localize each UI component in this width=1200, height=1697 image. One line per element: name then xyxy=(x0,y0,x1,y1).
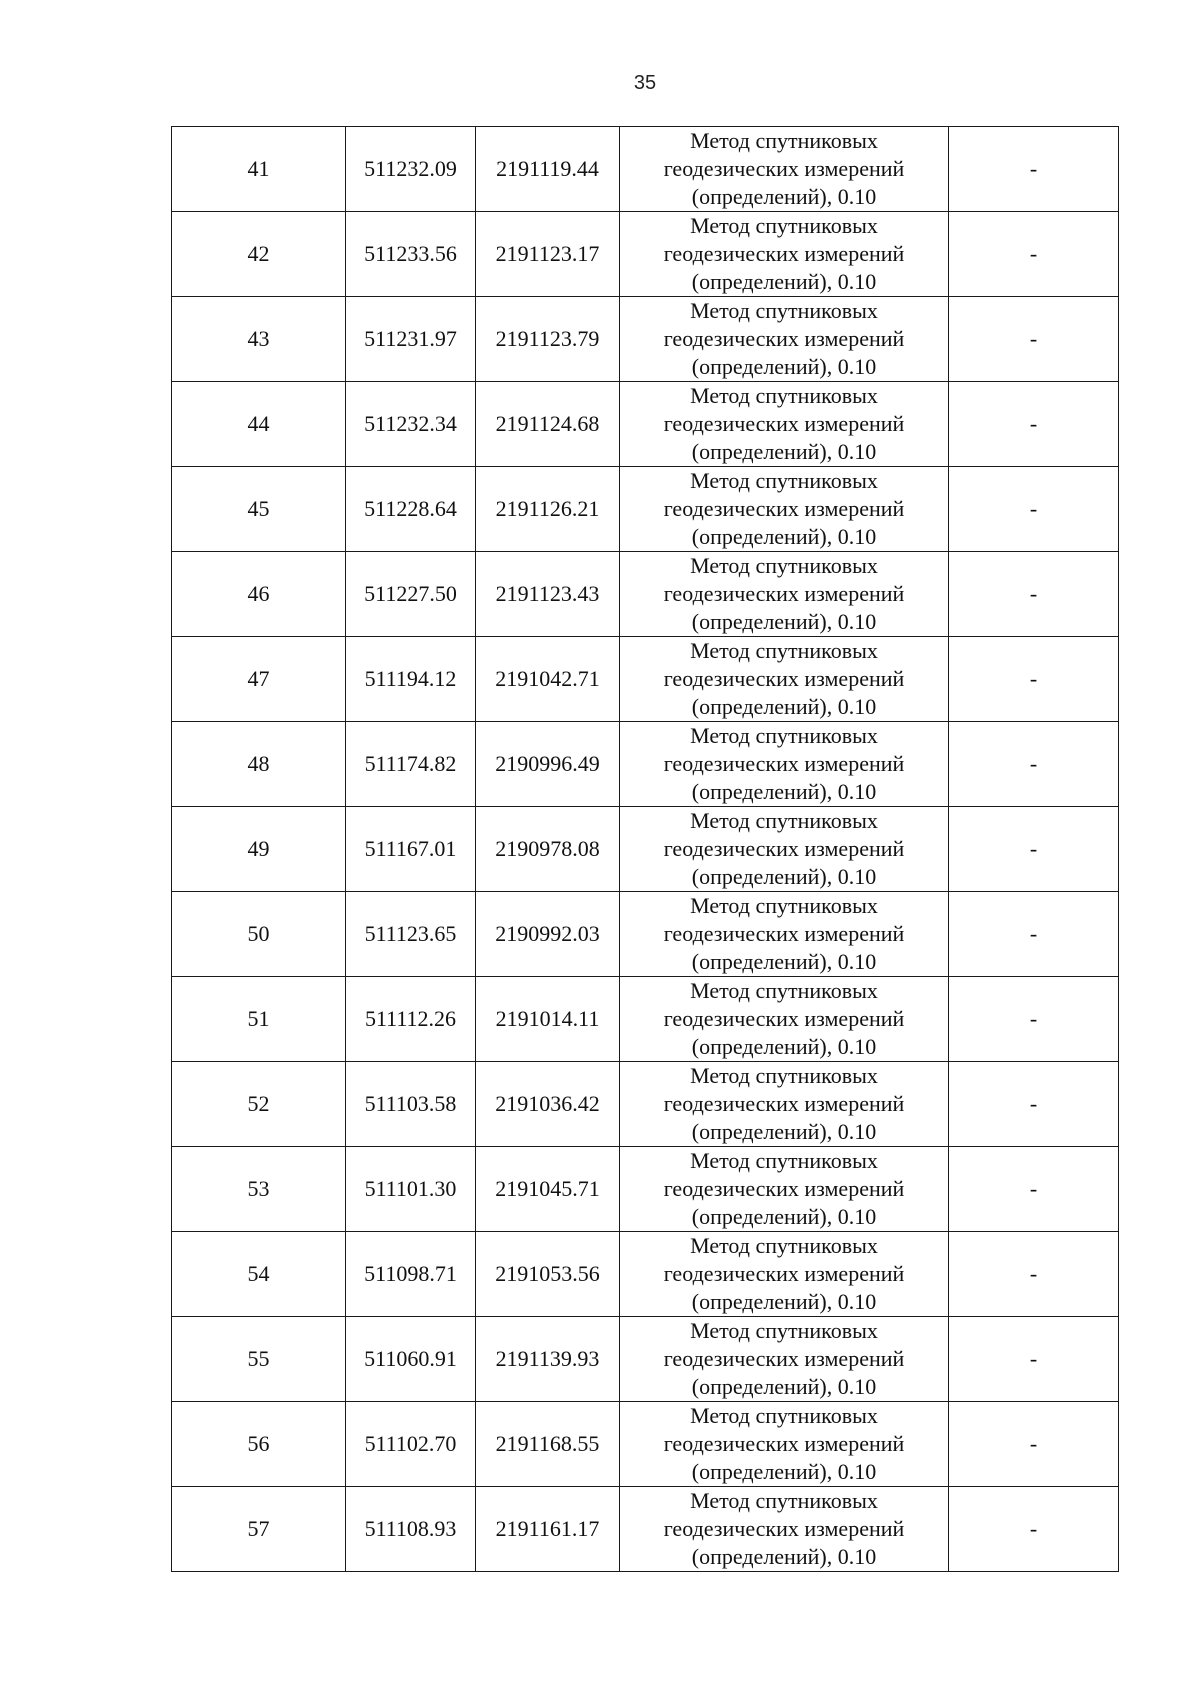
method-cell xyxy=(620,1487,949,1572)
x-coordinate-cell: 511102.70 xyxy=(346,1402,476,1487)
method-line: Метод спутниковых xyxy=(690,128,878,153)
method-line: геодезических измерений xyxy=(663,1346,905,1371)
point-number-cell: 54 xyxy=(172,1232,346,1317)
method-line: геодезических измерений xyxy=(663,1431,905,1456)
method-cell xyxy=(620,212,949,297)
method-line: геодезических измерений xyxy=(663,1261,905,1286)
x-coordinate-cell: 511098.71 xyxy=(346,1232,476,1317)
table-row xyxy=(172,1232,1119,1317)
method-line: геодезических измерений xyxy=(663,496,905,521)
method-line: (определений), 0.10 xyxy=(691,1034,877,1059)
method-line: геодезических измерений xyxy=(663,751,905,776)
table-row xyxy=(172,892,1119,977)
y-coordinate-cell: 2191123.79 xyxy=(476,297,620,382)
point-number-cell: 45 xyxy=(172,467,346,552)
table-row xyxy=(172,807,1119,892)
method-line: Метод спутниковых xyxy=(690,893,878,918)
method-cell xyxy=(620,1402,949,1487)
table-row xyxy=(172,212,1119,297)
method-cell xyxy=(620,1232,949,1317)
x-coordinate-cell: 511112.26 xyxy=(346,977,476,1062)
method-line: (определений), 0.10 xyxy=(691,1204,877,1229)
y-coordinate-cell: 2191124.68 xyxy=(476,382,620,467)
point-number-cell: 41 xyxy=(172,127,346,212)
y-coordinate-cell: 2191126.21 xyxy=(476,467,620,552)
method-cell xyxy=(620,977,949,1062)
coordinates-table xyxy=(171,126,1119,1572)
note-cell: - xyxy=(949,212,1119,297)
method-line: геодезических измерений xyxy=(663,1516,905,1541)
table-row xyxy=(172,297,1119,382)
method-line: (определений), 0.10 xyxy=(691,354,877,379)
x-coordinate-cell: 511231.97 xyxy=(346,297,476,382)
table-row xyxy=(172,552,1119,637)
y-coordinate-cell: 2190978.08 xyxy=(476,807,620,892)
x-coordinate-cell: 511108.93 xyxy=(346,1487,476,1572)
method-cell xyxy=(620,467,949,552)
y-coordinate-cell: 2191123.43 xyxy=(476,552,620,637)
method-line: Метод спутниковых xyxy=(690,383,878,408)
y-coordinate-cell: 2191119.44 xyxy=(476,127,620,212)
method-cell xyxy=(620,1062,949,1147)
method-line: (определений), 0.10 xyxy=(691,1374,877,1399)
method-line: геодезических измерений xyxy=(663,581,905,606)
method-line: геодезических измерений xyxy=(663,921,905,946)
y-coordinate-cell: 2191123.17 xyxy=(476,212,620,297)
point-number-cell: 49 xyxy=(172,807,346,892)
method-line: (определений), 0.10 xyxy=(691,694,877,719)
note-cell: - xyxy=(949,637,1119,722)
method-line: (определений), 0.10 xyxy=(691,1119,877,1144)
note-cell: - xyxy=(949,722,1119,807)
y-coordinate-cell: 2191045.71 xyxy=(476,1147,620,1232)
y-coordinate-cell: 2190992.03 xyxy=(476,892,620,977)
y-coordinate-cell: 2191168.55 xyxy=(476,1402,620,1487)
point-number-cell: 43 xyxy=(172,297,346,382)
method-line: (определений), 0.10 xyxy=(691,439,877,464)
table-row xyxy=(172,977,1119,1062)
method-line: Метод спутниковых xyxy=(690,1488,878,1513)
table-row xyxy=(172,382,1119,467)
note-cell: - xyxy=(949,1232,1119,1317)
method-line: (определений), 0.10 xyxy=(691,269,877,294)
point-number-cell: 48 xyxy=(172,722,346,807)
x-coordinate-cell: 511228.64 xyxy=(346,467,476,552)
method-line: Метод спутниковых xyxy=(690,638,878,663)
method-line: Метод спутниковых xyxy=(690,723,878,748)
point-number-cell: 57 xyxy=(172,1487,346,1572)
x-coordinate-cell: 511167.01 xyxy=(346,807,476,892)
table-row xyxy=(172,1062,1119,1147)
coordinates-table-body xyxy=(172,127,1119,1572)
method-line: Метод спутниковых xyxy=(690,1148,878,1173)
method-cell xyxy=(620,1147,949,1232)
x-coordinate-cell: 511060.91 xyxy=(346,1317,476,1402)
method-line: (определений), 0.10 xyxy=(691,779,877,804)
method-line: (определений), 0.10 xyxy=(691,609,877,634)
method-line: Метод спутниковых xyxy=(690,1233,878,1258)
method-line: (определений), 0.10 xyxy=(691,1544,877,1569)
y-coordinate-cell: 2191053.56 xyxy=(476,1232,620,1317)
method-cell xyxy=(620,637,949,722)
table-row xyxy=(172,127,1119,212)
x-coordinate-cell: 511123.65 xyxy=(346,892,476,977)
note-cell: - xyxy=(949,892,1119,977)
x-coordinate-cell: 511233.56 xyxy=(346,212,476,297)
x-coordinate-cell: 511232.34 xyxy=(346,382,476,467)
method-cell xyxy=(620,722,949,807)
point-number-cell: 44 xyxy=(172,382,346,467)
page-number: 35 xyxy=(633,72,657,94)
method-line: (определений), 0.10 xyxy=(691,1289,877,1314)
note-cell: - xyxy=(949,1062,1119,1147)
x-coordinate-cell: 511227.50 xyxy=(346,552,476,637)
method-line: (определений), 0.10 xyxy=(691,524,877,549)
table-row xyxy=(172,637,1119,722)
method-line: Метод спутниковых xyxy=(690,468,878,493)
method-line: Метод спутниковых xyxy=(690,808,878,833)
method-line: Метод спутниковых xyxy=(690,1318,878,1343)
point-number-cell: 53 xyxy=(172,1147,346,1232)
note-cell: - xyxy=(949,467,1119,552)
table-row xyxy=(172,1147,1119,1232)
method-cell xyxy=(620,552,949,637)
note-cell: - xyxy=(949,127,1119,212)
note-cell: - xyxy=(949,297,1119,382)
point-number-cell: 52 xyxy=(172,1062,346,1147)
method-line: Метод спутниковых xyxy=(690,1063,878,1088)
table-row xyxy=(172,1487,1119,1572)
note-cell: - xyxy=(949,382,1119,467)
method-line: (определений), 0.10 xyxy=(691,864,877,889)
x-coordinate-cell: 511232.09 xyxy=(346,127,476,212)
method-line: (определений), 0.10 xyxy=(691,949,877,974)
method-line: Метод спутниковых xyxy=(690,213,878,238)
note-cell: - xyxy=(949,977,1119,1062)
x-coordinate-cell: 511103.58 xyxy=(346,1062,476,1147)
point-number-cell: 42 xyxy=(172,212,346,297)
table-row xyxy=(172,722,1119,807)
x-coordinate-cell: 511174.82 xyxy=(346,722,476,807)
table-row xyxy=(172,467,1119,552)
method-cell xyxy=(620,1317,949,1402)
note-cell: - xyxy=(949,807,1119,892)
point-number-cell: 55 xyxy=(172,1317,346,1402)
method-cell xyxy=(620,892,949,977)
method-line: Метод спутниковых xyxy=(690,978,878,1003)
method-line: геодезических измерений xyxy=(663,411,905,436)
x-coordinate-cell: 511194.12 xyxy=(346,637,476,722)
table-row xyxy=(172,1402,1119,1487)
method-line: геодезических измерений xyxy=(663,241,905,266)
point-number-cell: 46 xyxy=(172,552,346,637)
method-line: (определений), 0.10 xyxy=(691,1459,877,1484)
method-cell xyxy=(620,382,949,467)
note-cell: - xyxy=(949,552,1119,637)
method-line: геодезических измерений xyxy=(663,156,905,181)
x-coordinate-cell: 511101.30 xyxy=(346,1147,476,1232)
y-coordinate-cell: 2191161.17 xyxy=(476,1487,620,1572)
table-row xyxy=(172,1317,1119,1402)
note-cell: - xyxy=(949,1487,1119,1572)
point-number-cell: 50 xyxy=(172,892,346,977)
method-cell xyxy=(620,127,949,212)
method-line: Метод спутниковых xyxy=(690,298,878,323)
method-line: геодезических измерений xyxy=(663,326,905,351)
method-cell xyxy=(620,297,949,382)
method-line: геодезических измерений xyxy=(663,1006,905,1031)
method-line: геодезических измерений xyxy=(663,666,905,691)
method-line: Метод спутниковых xyxy=(690,1403,878,1428)
method-line: геодезических измерений xyxy=(663,1091,905,1116)
note-cell: - xyxy=(949,1402,1119,1487)
method-line: геодезических измерений xyxy=(663,836,905,861)
y-coordinate-cell: 2191014.11 xyxy=(476,977,620,1062)
point-number-cell: 47 xyxy=(172,637,346,722)
note-cell: - xyxy=(949,1147,1119,1232)
method-line: (определений), 0.10 xyxy=(691,184,877,209)
y-coordinate-cell: 2191036.42 xyxy=(476,1062,620,1147)
method-line: геодезических измерений xyxy=(663,1176,905,1201)
point-number-cell: 56 xyxy=(172,1402,346,1487)
note-cell: - xyxy=(949,1317,1119,1402)
y-coordinate-cell: 2191042.71 xyxy=(476,637,620,722)
y-coordinate-cell: 2190996.49 xyxy=(476,722,620,807)
point-number-cell: 51 xyxy=(172,977,346,1062)
method-cell xyxy=(620,807,949,892)
y-coordinate-cell: 2191139.93 xyxy=(476,1317,620,1402)
method-line: Метод спутниковых xyxy=(690,553,878,578)
